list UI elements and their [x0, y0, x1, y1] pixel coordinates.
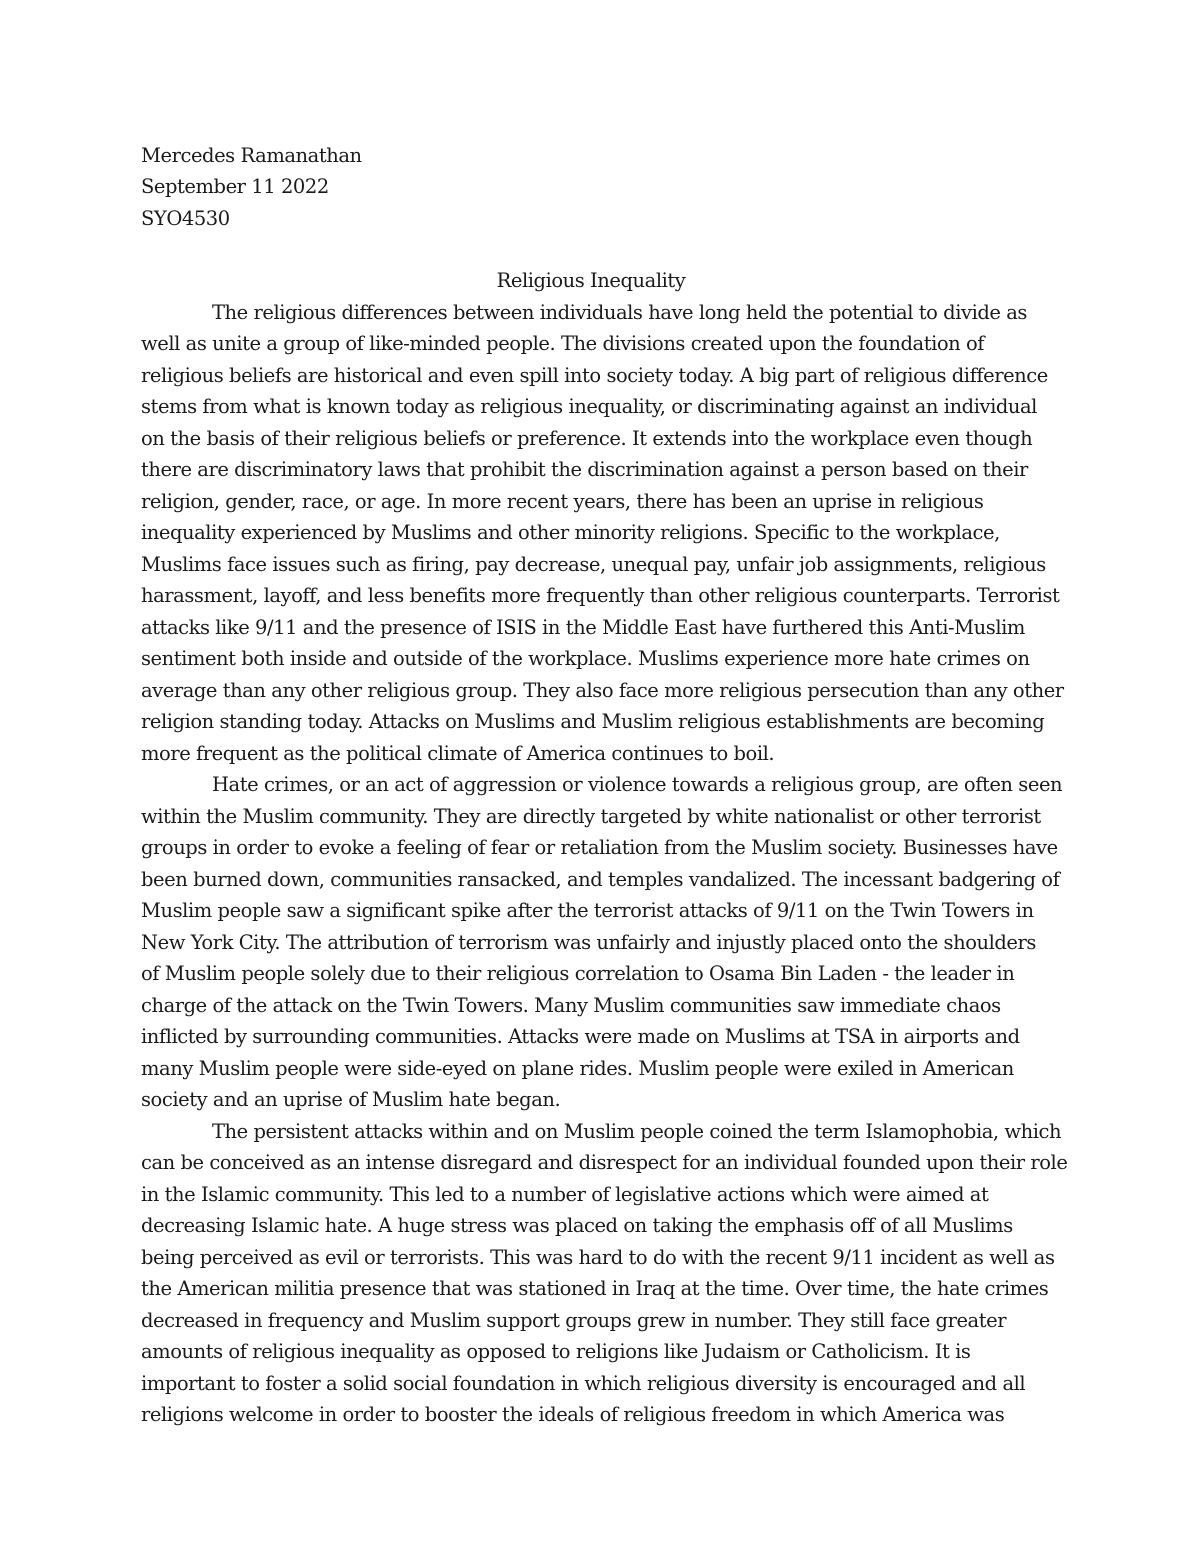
body-line: New York City. The attribution of terrorism was unfairly and injustly placed onto the shoulders: [141, 931, 1036, 954]
body-line: many Muslim people were side-eyed on plane rides. Muslim people were exiled in American: [141, 1057, 1014, 1080]
body-line: Muslim people saw a significant spike after the terrorist attacks of 9/11 on the Twin Towers in: [141, 899, 1034, 922]
body-line: charge of the attack on the Twin Towers. Many Muslim communities saw immediate chaos: [141, 994, 1001, 1017]
body-line: can be conceived as an intense disregard and disrespect for an individual founded upon their role: [141, 1151, 1068, 1174]
body-line: decreasing Islamic hate. A huge stress was placed on taking the emphasis off of all Muslims: [141, 1214, 1013, 1237]
body-line: society and an uprise of Muslim hate began.: [141, 1088, 561, 1111]
body-line: within the Muslim community. They are directly targeted by white nationalist or other terrorist: [141, 805, 1041, 828]
body-line: more frequent as the political climate of America continues to boil.: [141, 742, 775, 765]
body-line: there are discriminatory laws that prohibit the discrimination against a person based on their: [141, 458, 1028, 481]
document-date: September 11 2022: [141, 175, 329, 198]
body-line: religion standing today. Attacks on Muslims and Muslim religious establishments are becoming: [141, 710, 1045, 733]
body-line: sentiment both inside and outside of the workplace. Muslims experience more hate crimes on: [141, 647, 1030, 670]
body-line: inflicted by surrounding communities. Attacks were made on Muslims at TSA in airports and: [141, 1025, 1020, 1048]
course-code: SYO4530: [141, 207, 230, 230]
body-line: religious beliefs are historical and even spill into society today. A big part of religious difference: [141, 364, 1048, 387]
body-line: inequality experienced by Muslims and other minority religions. Specific to the workplace,: [141, 521, 1000, 544]
body-line: well as unite a group of like-minded people. The divisions created upon the foundation of: [141, 332, 985, 355]
body-line: amounts of religious inequality as opposed to religions like Judaism or Catholicism. It is: [141, 1340, 971, 1363]
body-line: important to foster a solid social foundation in which religious diversity is encouraged and all: [141, 1372, 1026, 1395]
body-line: of Muslim people solely due to their religious correlation to Osama Bin Laden - the leader in: [141, 962, 1015, 985]
body-line: attacks like 9/11 and the presence of ISIS in the Middle East have furthered this Anti-Muslim: [141, 616, 1025, 639]
body-line: decreased in frequency and Muslim support groups grew in number. They still face greater: [141, 1309, 1007, 1332]
body-line: stems from what is known today as religious inequality, or discriminating against an individual: [141, 395, 1037, 418]
body-line: groups in order to evoke a feeling of fear or retaliation from the Muslim society. Businesses have: [141, 836, 1058, 859]
body-line: harassment, layoff, and less benefits more frequently than other religious counterparts. Terrorist: [141, 584, 1060, 607]
body-line: average than any other religious group. They also face more religious persecution than any other: [141, 679, 1064, 702]
body-line: being perceived as evil or terrorists. This was hard to do with the recent 9/11 incident as well as: [141, 1246, 1055, 1269]
body-line: in the Islamic community. This led to a number of legislative actions which were aimed at: [141, 1183, 989, 1206]
body-line: religions welcome in order to booster the ideals of religious freedom in which America was: [141, 1403, 1005, 1426]
body-line: the American militia presence that was stationed in Iraq at the time. Over time, the hate crimes: [141, 1277, 1049, 1300]
body-line: religion, gender, race, or age. In more recent years, there has been an uprise in religious: [141, 490, 984, 513]
body-line: on the basis of their religious beliefs or preference. It extends into the workplace even though: [141, 427, 1033, 450]
body-line: Muslims face issues such as firing, pay decrease, unequal pay, unfair job assignments, religious: [141, 553, 1046, 576]
document-title: Religious Inequality: [496, 269, 686, 292]
body-line: been burned down, communities ransacked, and temples vandalized. The incessant badgering of: [141, 868, 1060, 891]
author-name: Mercedes Ramanathan: [141, 144, 362, 167]
body-line: The persistent attacks within and on Muslim people coined the term Islamophobia, which: [212, 1120, 1062, 1143]
body-line: The religious differences between individuals have long held the potential to divide as: [212, 301, 1027, 324]
body-line: Hate crimes, or an act of aggression or violence towards a religious group, are often seen: [212, 773, 1063, 796]
